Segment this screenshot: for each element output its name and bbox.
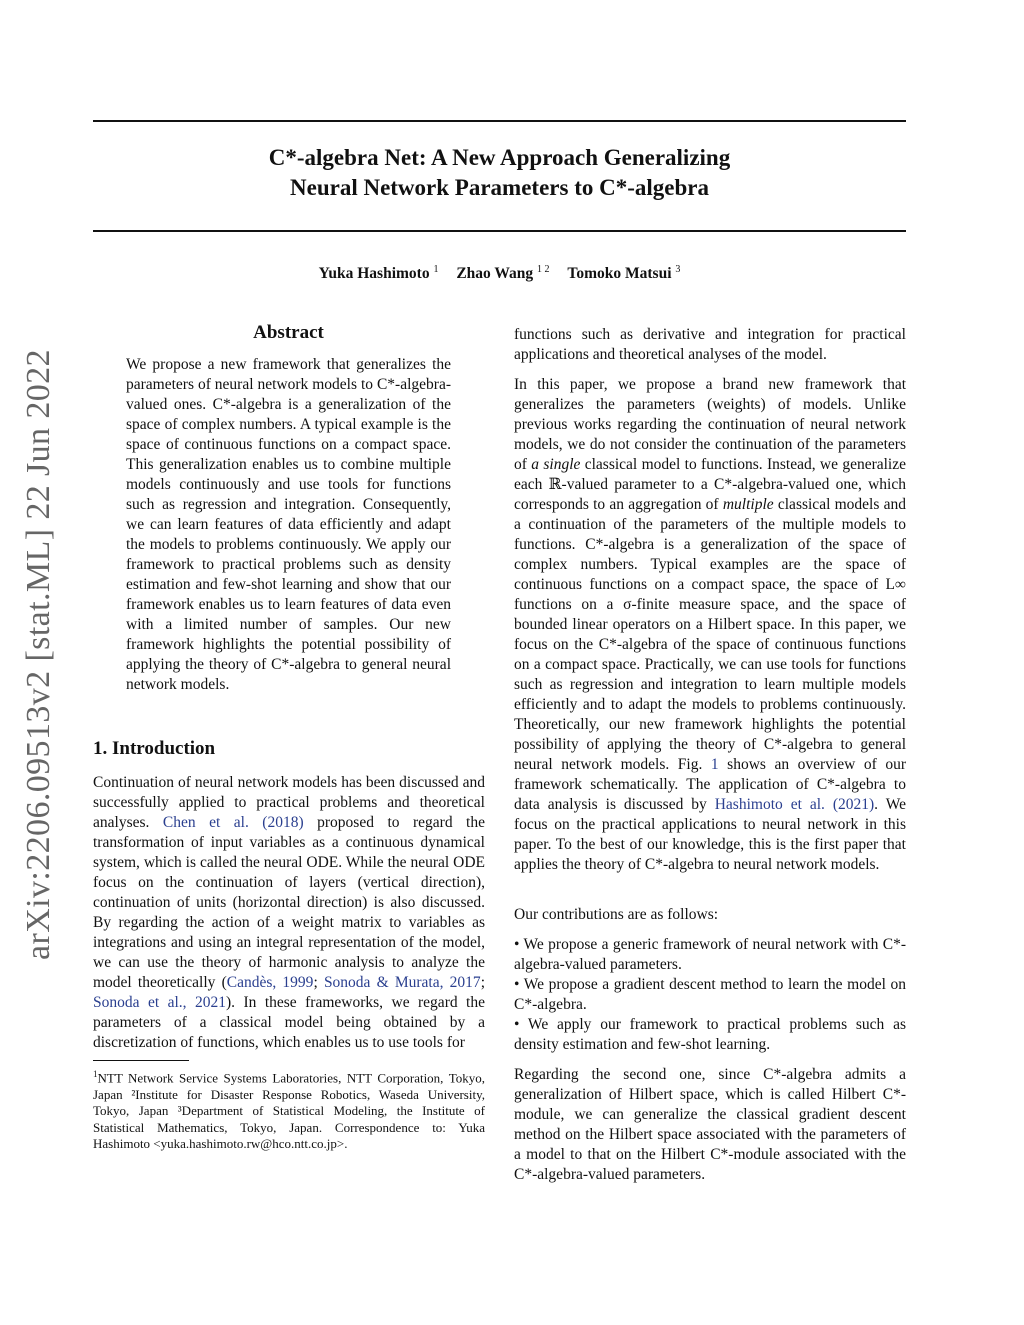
contribution-item-3: • We apply our framework to practical problems such as density estimation and few-shot learning.: [514, 1016, 906, 1053]
introduction-heading: 1. Introduction: [93, 738, 216, 759]
contributions-list: [514, 935, 906, 1055]
contribution-item-2: • We propose a gradient descent method to learn the model on C*-algebra.: [514, 976, 906, 1013]
title-top-rule: [93, 120, 906, 122]
contribution-item-1: • We propose a generic framework of neural network with C*-algebra-valued parameters.: [514, 936, 906, 973]
author-1: Yuka Hashimoto $^1$: [318, 264, 439, 283]
author-3: Tomoko Matsui $^3$: [567, 264, 681, 283]
introduction-paragraph: Continuation of neural network models has been discussed and successfully applied to practical problems and theoretical analyses. Chen et al. (2018) proposed to regard the transformation of input variables as a continuous dynamical system, which is called the neural ODE. While the neural ODE focus on the continuation of layers (vertical direction), continuation of units (horizontal direction) is also discussed. By regarding the action of a weight matrix to variables as integrations and using an integral representation of the model, we can use the theory of harmonic analysis to analyze the model theoretically (Candès, 1999; Sonoda & Murata, 2017; Sonoda et al., 2021). In these frameworks, we regard the parameters of a classical model being obtained by a discretization of functions, which enables us to use tools for: [93, 774, 485, 1051]
right-paragraph-framework: In this paper, we propose a brand new framework that generalizes the parameters (weights) of models. Unlike previous works regarding the continuation of neural network models, we do not consider the continuation of the parameters of a single classical model to functions. Instead, we generalize each ℝ-valued parameter to a C*-algebra-valued one, which corresponds to an aggregation of multiple classical models and a continuation of the parameters of the multiple models to functions. C*-algebra is a generalization of the space of complex numbers. Typical examples are the space of continuous functions on a compact space, the space of L∞ functions on a σ-finite measure space, and the space of bounded linear operators on a Hilbert space. In this paper, we focus on the C*-algebra of the space of continuous functions on a compact space. Practically, we can use tools for functions such as regression and integration to learn multiple models efficiently and to adapt the models to problems continuously. Theoretically, our new framework highlights the potential possibility of applying the theory of C*-algebra to general neural network models. Fig. 1 shows an overview of our framework schematically. The application of C*-algebra to data analysis is discussed by Hashimoto et al. (2021). We focus on the practical applications to neural network in this paper. To the best of our knowledge, this is the first paper that applies the theory of C*-algebra to neural network models.: [514, 376, 907, 873]
abstract-heading: Abstract: [253, 322, 324, 343]
right-continuation-paragraph: functions such as derivative and integration for practical applications and theoretical analyses of the model.: [514, 326, 906, 363]
citation-sonoda-murata-2017[interactable]: Sonoda & Murata, 2017: [323, 974, 481, 991]
title-line-2: Neural Network Parameters to C*-algebra: [290, 175, 709, 200]
citation-hashimoto-2021[interactable]: Hashimoto et al. (2021): [714, 796, 875, 813]
citation-chen-2018[interactable]: Chen et al. (2018): [162, 814, 304, 831]
author-list: [93, 264, 906, 283]
title-line-1: C*-algebra Net: A New Approach Generalizing: [268, 145, 731, 170]
contributions-intro: Our contributions are as follows:: [514, 906, 719, 923]
citation-sonoda-2021[interactable]: Sonoda et al., 2021: [93, 994, 226, 1011]
paper-title: [93, 143, 906, 203]
figure-1-reference[interactable]: 1: [710, 756, 719, 773]
affiliation-footnote: $^1$NTT Network Service Systems Laboratories, NTT Corporation, Tokyo, Japan ²Institute for Disaster Response Robotics, Waseda University, Tokyo, Japan ³Department of Statistical Modeling, the Institute of Statistical Mathematics, Tokyo, Japan. Correspondence to: Yuka Hashimoto <yuka.hashimoto.rw@hco.ntt.co.jp>.: [93, 1069, 485, 1152]
right-paragraph-hilbert: Regarding the second one, since C*-algebra admits a generalization of Hilbert space, which is called Hilbert C*-module, we can generalize the classical gradient descent method on the Hilbert space associated with the parameters of a model to that on the Hilbert C*-module associated with the C*-algebra-valued parameters.: [514, 1066, 906, 1183]
author-2: Zhao Wang $^{1 2}$: [456, 264, 550, 283]
citation-candes-1999[interactable]: Candès, 1999: [226, 974, 314, 991]
title-bottom-rule: [93, 230, 906, 232]
footnote-rule: [93, 1060, 189, 1061]
abstract-text: We propose a new framework that generalizes the parameters of neural network models to C*-algebra-valued ones. C*-algebra is a generalization of the space of complex numbers. A typical example is the space of continuous functions on a compact space. This generalization enables us to combine multiple models continuously and use tools for functions such as regression and integration. Consequently, we can learn features of data efficiently and adapt the models to problems continuously. We apply our framework to practical problems such as density estimation and few-shot learning and show that our framework enables us to learn features of data even with a limited number of samples. Our new framework highlights the potential possibility of applying the theory of C*-algebra to general neural network models.: [126, 356, 451, 693]
arxiv-sidebar-stamp: arXiv:2206.09513v2 [stat.ML] 22 Jun 2022: [20, 349, 57, 960]
